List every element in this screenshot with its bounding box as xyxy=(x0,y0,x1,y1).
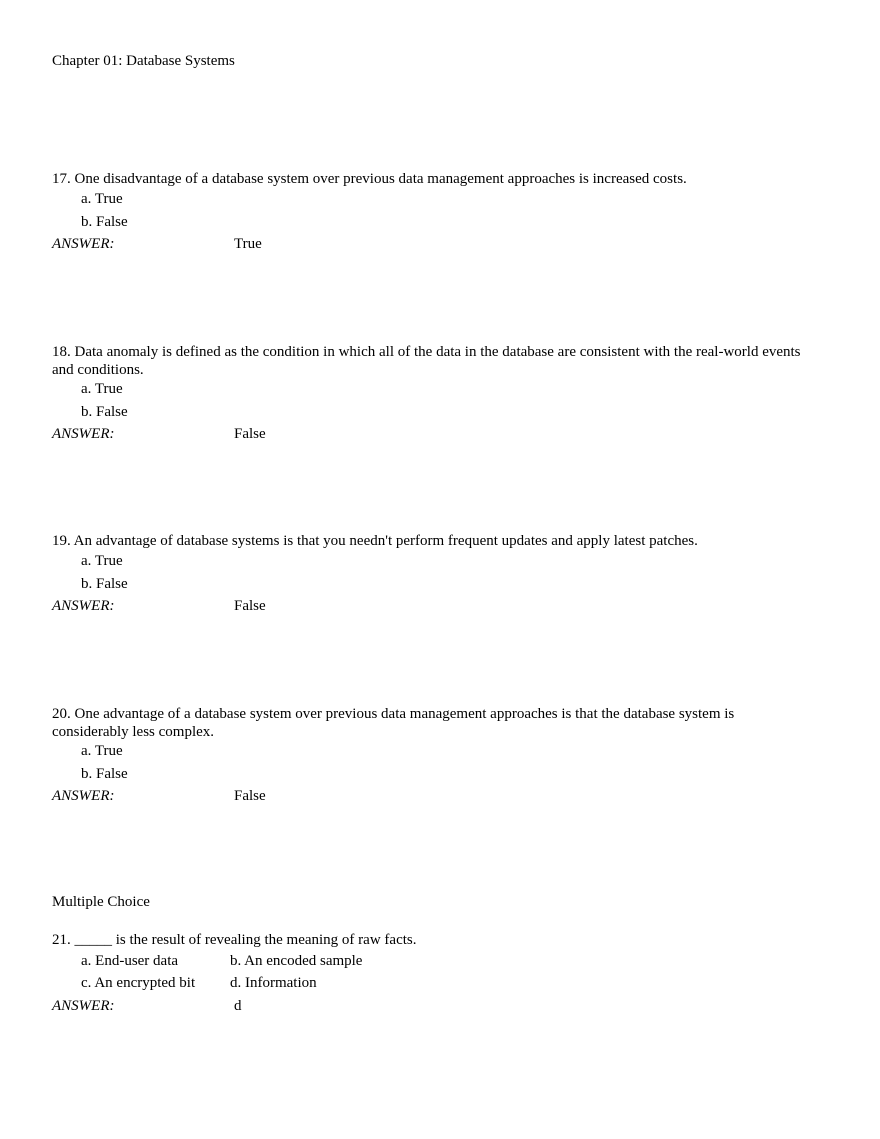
option-b: b. False xyxy=(81,576,128,592)
answer-label: ANSWER: xyxy=(52,426,115,442)
option-d: d. Information xyxy=(230,975,317,991)
option-c: c. An encrypted bit xyxy=(81,975,196,991)
section-title: Multiple Choice xyxy=(52,894,150,910)
option-b: b. An encoded sample xyxy=(230,953,363,969)
answer-value: False xyxy=(234,598,266,614)
answer-label: ANSWER: xyxy=(52,236,115,252)
option-a: a. True xyxy=(81,553,123,569)
answer-value: False xyxy=(234,426,266,442)
answer-label: ANSWER: xyxy=(52,598,115,614)
option-a: a. End-user data xyxy=(81,953,179,969)
option-b: b. False xyxy=(81,214,128,230)
answer-value: True xyxy=(234,236,262,252)
question-text: 21. _____ is the result of revealing the meaning of raw facts. xyxy=(52,932,417,948)
question-text: 18. Data anomaly is defined as the condition in which all of the data in the database are consistent with the real-world events and conditions. xyxy=(52,344,801,378)
question-text: 17. One disadvantage of a database system over previous data management approaches is increased costs. xyxy=(52,171,687,187)
chapter-title: Chapter 01: Database Systems xyxy=(52,53,235,69)
question-text: 20. One advantage of a database system over previous data management approaches is that the database system is considerably less complex. xyxy=(52,706,735,740)
question-text: 19. An advantage of database systems is that you needn't perform frequent updates and apply latest patches. xyxy=(52,533,698,549)
option-b: b. False xyxy=(81,766,128,782)
option-a: a. True xyxy=(81,191,123,207)
option-a: a. True xyxy=(81,381,123,397)
answer-label: ANSWER: xyxy=(52,788,115,804)
option-a: a. True xyxy=(81,743,123,759)
answer-value: d xyxy=(234,998,242,1014)
option-b: b. False xyxy=(81,404,128,420)
answer-label: ANSWER: xyxy=(52,998,115,1014)
answer-value: False xyxy=(234,788,266,804)
